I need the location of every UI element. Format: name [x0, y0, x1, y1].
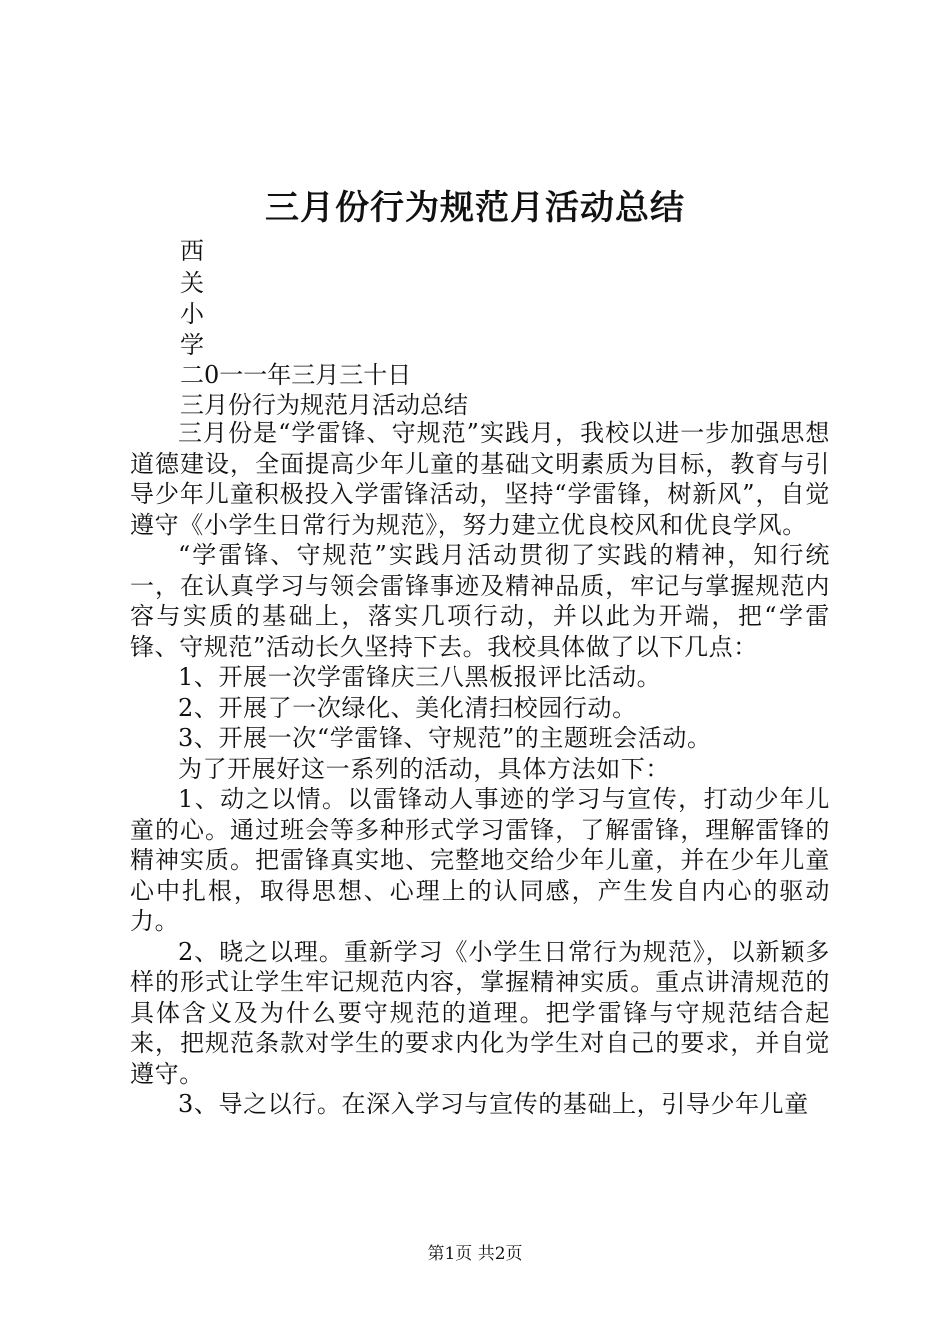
paragraph: “学雷锋、守规范”实践月活动贯彻了实践的精神，知行统一，在认真学习与领会雷锋事迹及精神品质，牢记与掌握规范内容与实质的基础上，落实几项行动，并以此为开端，把“学雷锋、守规范”活动长久坚持下去。我校具体做了以下几点：	[130, 541, 830, 661]
paragraph: 3、导之以行。在深入学习与宣传的基础上，引导少年儿童	[178, 1090, 809, 1118]
paragraph: 三月份是“学雷锋、守规范”实践月，我校以进一步加强思想道德建设，全面提高少年儿童的基础文明素质为目标，教育与引导少年儿童积极投入学雷锋活动，坚持“学雷锋，树新风”，自觉遵守《小学生日常行为规范》，努力建立优良校风和优良学风。	[130, 419, 830, 539]
document-date: 二0一一年三月三十日	[180, 361, 412, 389]
list-item: 1、开展一次学雷锋庆三八黑板报评比活动。	[178, 663, 662, 691]
paragraph: 2、晓之以理。重新学习《小学生日常行为规范》，以新颖多样的形式让学生牢记规范内容，掌握精神实质。重点讲清规范的具体含义及为什么要守规范的道理。把学雷锋与守规范结合起来，把规范条款对学生的要求内化为学生对自己的要求，并自觉遵守。	[130, 937, 830, 1088]
paragraph: 1、动之以情。以雷锋动人事迹的学习与宣传，打动少年儿童的心。通过班会等多种形式学习雷锋，了解雷锋，理解雷锋的精神实质。把雷锋真实地、完整地交给少年儿童，并在少年儿童心中扎根，取得思想、心理上的认同感，产生发自内心的驱动力。	[130, 785, 830, 935]
list-item: 3、开展一次“学雷锋、守规范”的主题班会活动。	[178, 724, 712, 752]
author-char-2: 关	[180, 269, 204, 297]
document-subtitle: 三月份行为规范月活动总结	[180, 391, 468, 419]
document-body	[130, 418, 830, 1120]
author-char-4: 学	[180, 331, 204, 359]
paragraph: 为了开展好这一系列的活动，具体方法如下：	[178, 754, 670, 783]
author-char-3: 小	[180, 300, 204, 328]
document-title: 三月份行为规范月活动总结	[265, 188, 685, 228]
author-char-1: 西	[180, 237, 204, 265]
page-footer: 第1页 共2页	[427, 1244, 523, 1264]
list-item: 2、开展了一次绿化、美化清扫校园行动。	[178, 693, 637, 722]
